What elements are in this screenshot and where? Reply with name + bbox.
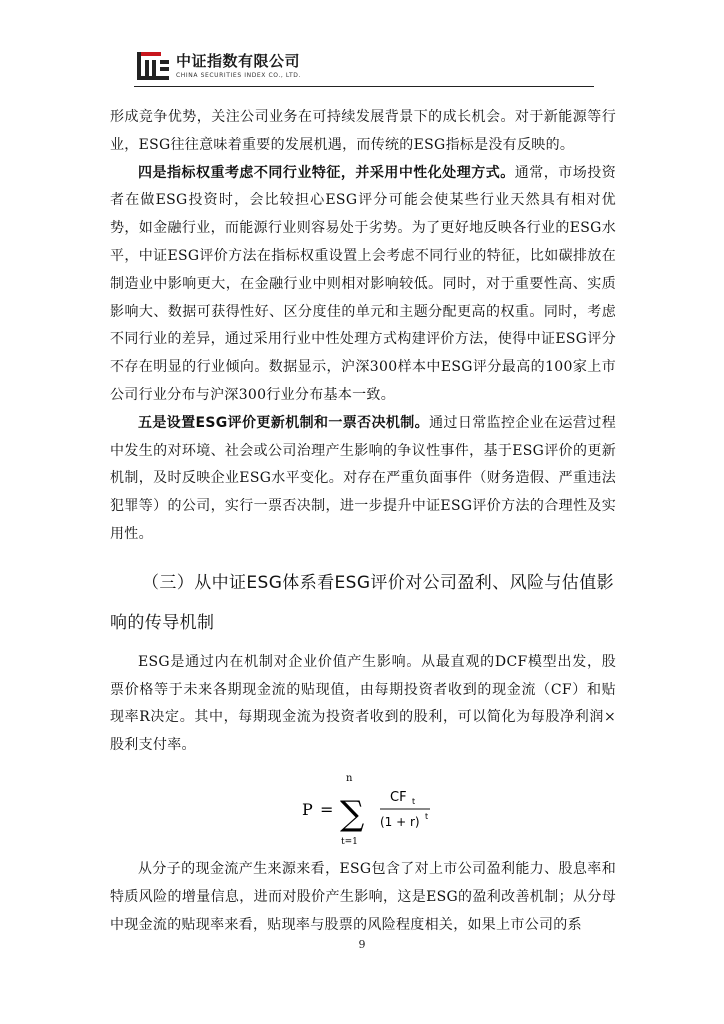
formula-equals: = [320, 799, 334, 819]
page-number: 9 [358, 938, 366, 951]
formula-lhs: P [302, 799, 313, 819]
formula-sum-upper: n [346, 772, 353, 784]
formula-denominator-sup: t [425, 811, 429, 821]
section-heading: （三）从中证ESG体系看ESG评价对公司盈利、风险与估值影响的传导机制 [110, 572, 615, 633]
company-name-cn: 中证指数有限公司 [176, 52, 301, 70]
paragraph-2 [110, 160, 616, 410]
formula-sigma: ∑ [340, 793, 365, 834]
paragraph-3-body: 通过日常监控企业在运营过程中发生的对环境、社会或公司治理产生影响的争议性事件，基于ESG评价的更新机制，及时反映企业ESG水平变化。对存在严重负面事件（财务造假、严重违法犯罪等）的公司，实行一票否决制，进一步提升中证ESG评价方法的合理性及实用性。 [110, 414, 617, 542]
page-body [110, 104, 616, 939]
page-header [134, 46, 594, 94]
paragraph-1: 形成竞争优势，关注公司业务在可持续发展背景下的成长机会。对于新能源等行业，ESG往往意味着重要的发展机遇，而传统的ESG指标是没有反映的。 [110, 109, 616, 153]
company-name-en: CHINA SECURITIES INDEX CO., LTD. [176, 72, 302, 79]
paragraph-5: 从分子的现金流产生来源来看，ESG包含了对上市公司盈利能力、股息率和特质风险的增量信息，进而对股价产生影响，这是ESG的盈利改善机制；从分母中现金流的贴现率来看，贴现率与股票的风险程度相关，如果上市公司的系 [110, 860, 616, 933]
paragraph-2-body: 通常，市场投资者在做ESG投资时，会比较担心ESG评分可能会使某些行业天然具有相对优势，如金融行业，而能源行业则容易处于劣势。为了更好地反映各行业的ESG水平，中证ESG评价方法在指标权重设置上会考虑不同行业的特征，比如碳排放在制造业中影响更大，在金融行业中则相对影响较低。同时，对于重要性高、实质影响大、数据可获得性好、区分度佳的单元和主题分配更高的权重。同时，考虑不同行业的差异，通过采用行业中性处理方式构建评价方法，使得中证ESG评分不存在明显的行业倾向。数据显示，沪深300样本中ESG评分最高的100家上市公司行业分布与沪深300行业分布基本一致。 [110, 164, 616, 403]
paragraph-3-lead: 五是设置ESG评价更新机制和一票否决机制。 [138, 414, 430, 431]
paragraph-3 [110, 410, 616, 549]
paragraph-4: ESG是通过内在机制对企业价值产生影响。从最直观的DCF模型出发，股票价格等于未来各期现金流的贴现值，由每期投资者收到的现金流（CF）和贴现率R决定。其中，每期现金流为投资者收到的股利，可以简化为每股净利润×股利支付率。 [110, 653, 616, 754]
header-divider [134, 86, 594, 87]
formula-denominator: (1 + r) [380, 814, 420, 829]
formula-numerator: CF [390, 789, 407, 805]
formula-graphic [300, 768, 440, 852]
dcf-formula [110, 768, 616, 852]
formula-numerator-sub: t [412, 796, 416, 806]
csi-logo-icon [136, 50, 170, 82]
formula-sum-lower: t=1 [341, 836, 358, 847]
paragraph-2-lead: 四是指标权重考虑不同行业特征，并采用中性化处理方式。 [138, 164, 515, 181]
